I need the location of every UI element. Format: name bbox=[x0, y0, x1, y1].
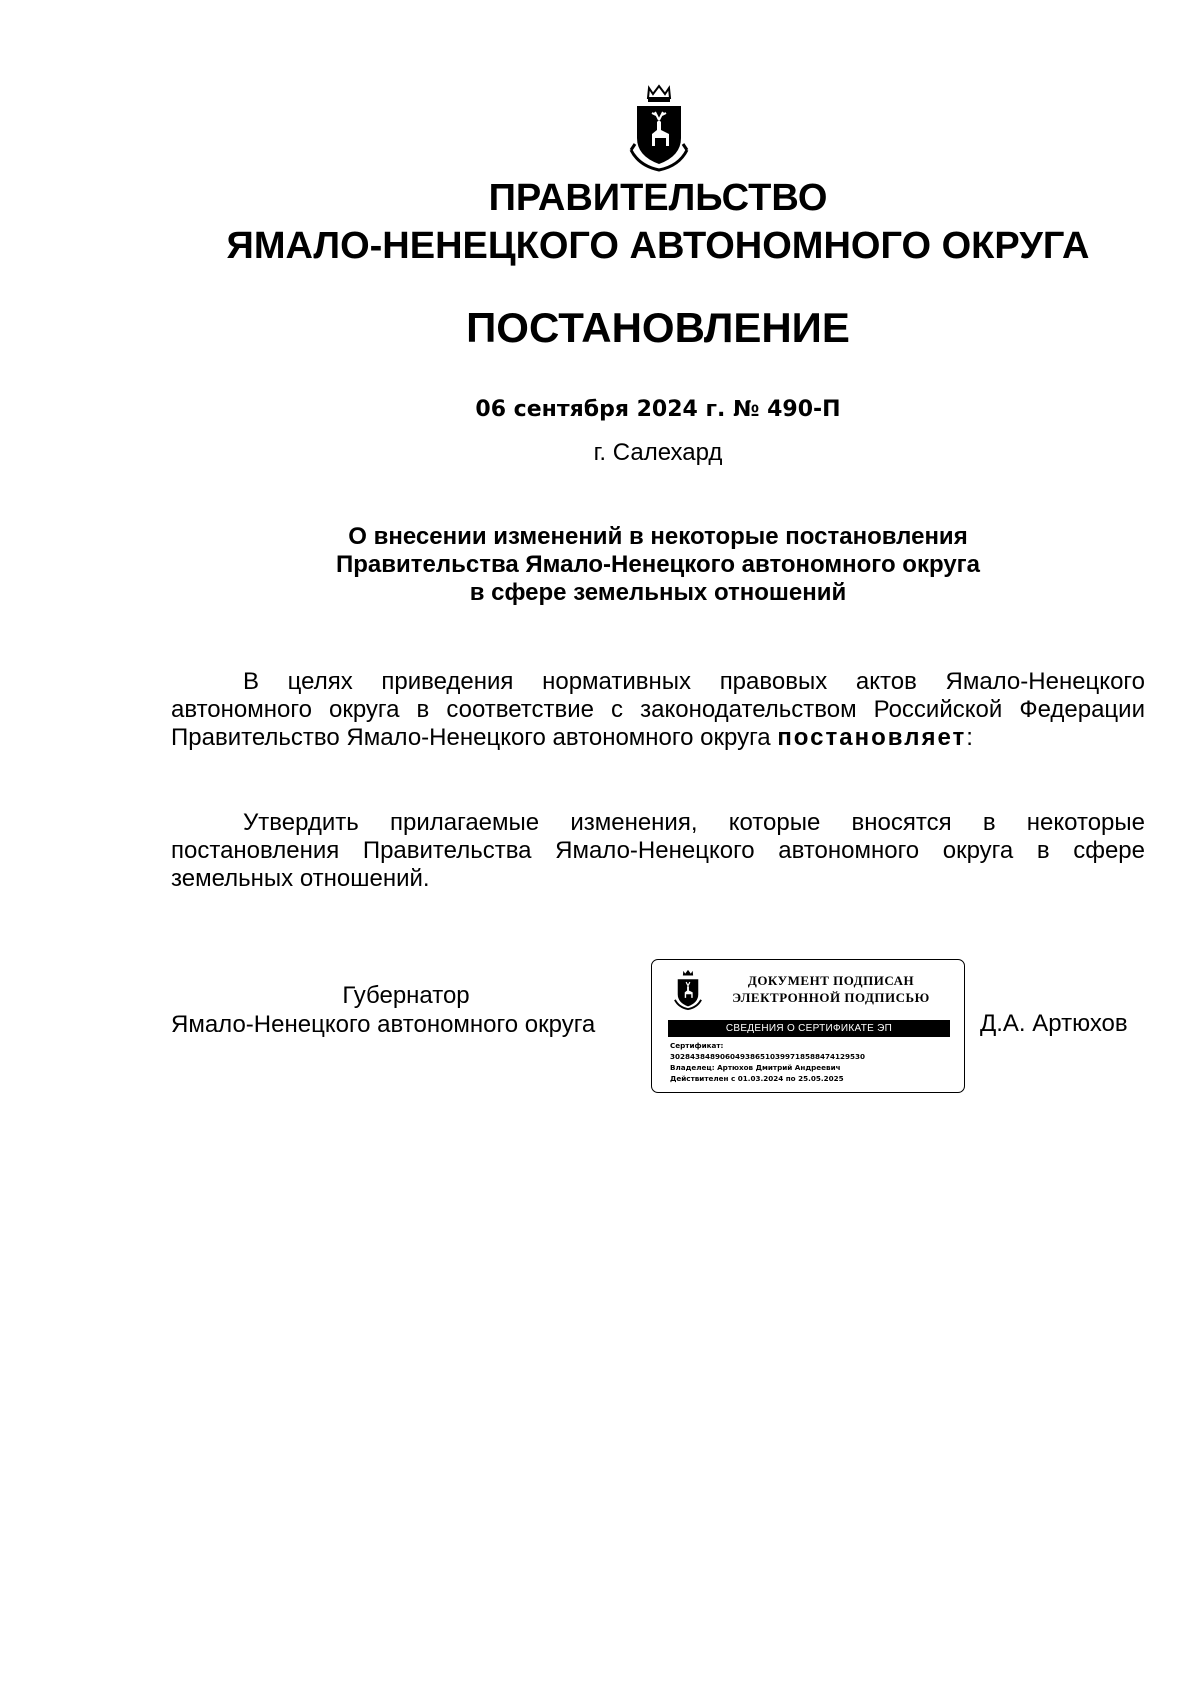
stamp-heading bbox=[716, 972, 946, 1006]
stamp-heading-line2: ЭЛЕКТРОННОЙ ПОДПИСЬЮ bbox=[732, 990, 930, 1005]
stamp-coat-of-arms-icon bbox=[674, 968, 702, 1012]
document-date-number: 06 сентября 2024 г. № 490-П bbox=[475, 397, 841, 422]
body-paragraph-1 bbox=[171, 668, 1145, 752]
signatory-position bbox=[171, 981, 641, 1039]
document-subject bbox=[0, 523, 1200, 607]
body-paragraph-2: Утвердить прилагаемые изменения, которые вносятся в некоторые постановления Правительства Ямало-Ненецкого автономного округа в сфере земельных отношений. bbox=[171, 809, 1145, 892]
signatory-position-line1: Губернатор bbox=[342, 982, 470, 1009]
subject-line3: в сфере земельных отношений bbox=[469, 579, 847, 606]
stamp-validity: Действителен с 01.03.2024 по 25.05.2025 bbox=[670, 1074, 844, 1083]
subject-line2: Правительства Ямало-Ненецкого автономного округа bbox=[335, 551, 981, 578]
stamp-certificate-info bbox=[670, 1040, 955, 1084]
signatory-name: Д.А. Артюхов bbox=[980, 1010, 1128, 1037]
stamp-owner: Владелец: Артюхов Дмитрий Андреевич bbox=[670, 1063, 841, 1072]
coat-of-arms-icon bbox=[629, 84, 689, 174]
stamp-certificate-bar: СВЕДЕНИЯ О СЕРТИФИКАТЕ ЭП bbox=[668, 1020, 950, 1037]
stamp-heading-line1: ДОКУМЕНТ ПОДПИСАН bbox=[747, 973, 915, 988]
government-title-line2: ЯМАЛО-НЕНЕЦКОГО АВТОНОМНОГО ОКРУГА bbox=[226, 225, 1090, 267]
government-title-line1: ПРАВИТЕЛЬСТВО bbox=[488, 177, 828, 219]
subject-line1: О внесении изменений в некоторые постановления bbox=[348, 523, 968, 550]
document-type: ПОСТАНОВЛЕНИЕ bbox=[466, 304, 850, 351]
decree-keyword: постановляет bbox=[777, 724, 967, 751]
government-title bbox=[0, 174, 1200, 270]
electronic-signature-stamp bbox=[651, 959, 965, 1093]
stamp-cert-label: Сертификат: bbox=[670, 1041, 724, 1050]
document-city: г. Салехард bbox=[593, 439, 723, 466]
stamp-cert-value: 302843848906049386510399718588474129530 bbox=[670, 1052, 866, 1061]
signatory-position-line2: Ямало-Ненецкого автономного округа bbox=[171, 1011, 596, 1038]
paragraph-1-text: В целях приведения нормативных правовых актов Ямало-Ненецкого автономного округа в соответствие с законодательством Российской Федерации Правительство Ямало-Ненецкого автономного округа bbox=[171, 668, 1145, 751]
paragraph-1-end: : bbox=[966, 724, 973, 751]
